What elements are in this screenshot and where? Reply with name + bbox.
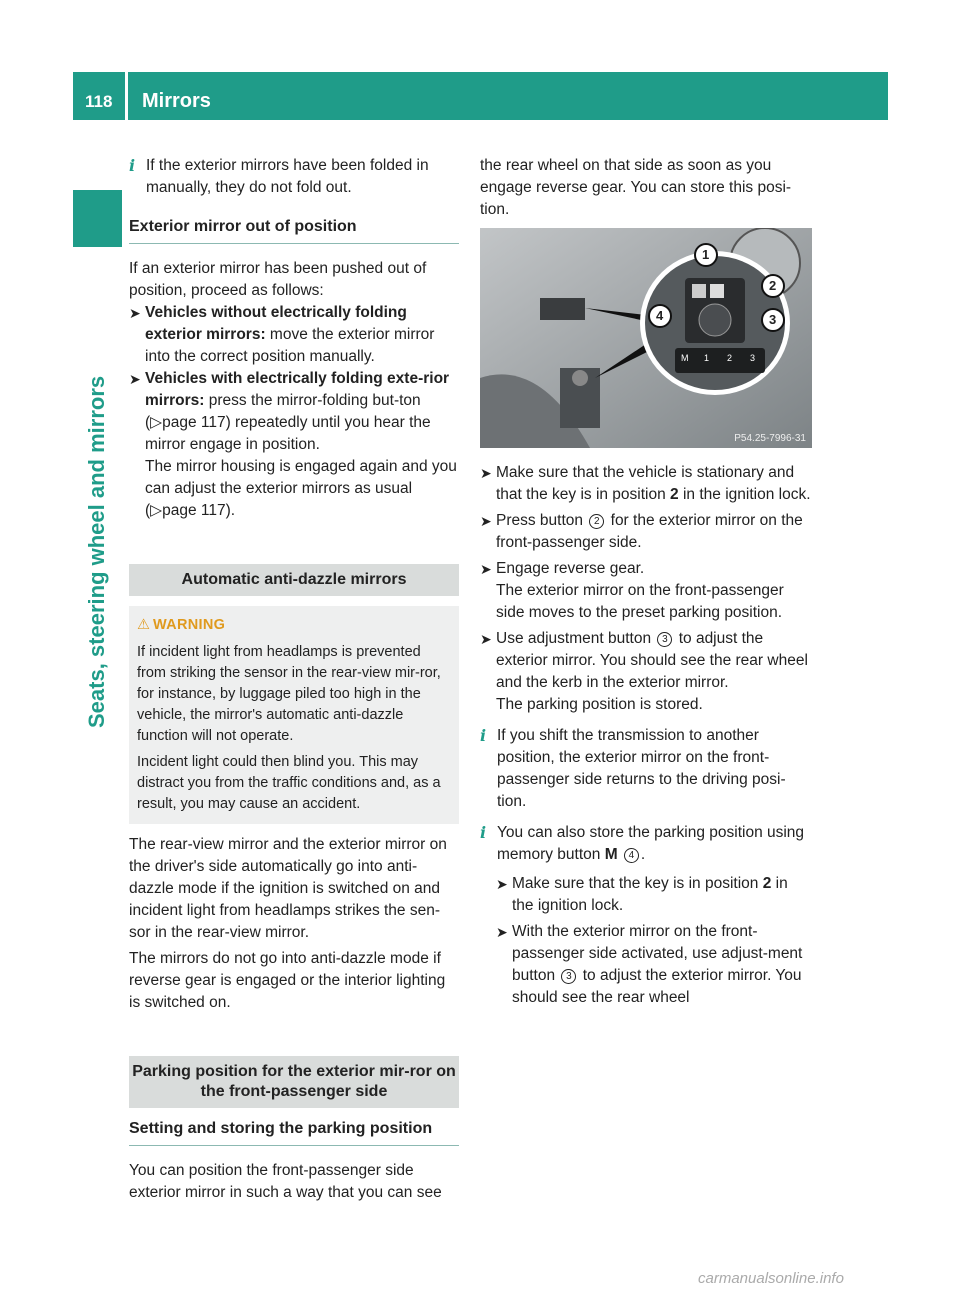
info-icon: i bbox=[480, 726, 487, 745]
section-heading-parking-position: Parking position for the exterior mir-ror on the front-passenger side bbox=[129, 1056, 459, 1108]
paragraph: If an exterior mirror has been pushed out of position, proceed as follows: bbox=[129, 260, 427, 299]
step-text: ) repeatedly until you hear the mirror engage in position. bbox=[145, 414, 431, 453]
step-arrow-icon: ➤ bbox=[129, 305, 141, 321]
step-text: move the exterior mirror into the correct position manually. bbox=[145, 326, 435, 365]
warning-label: WARNING bbox=[153, 617, 226, 633]
step-arrow-icon: ➤ bbox=[480, 631, 492, 647]
step-bold: Vehicles without electrically folding exterior mirrors: bbox=[145, 304, 407, 343]
chapter-label: Seats, steering wheel and mirrors bbox=[84, 375, 109, 728]
info-text: If the exterior mirrors have been folded in manually, they do not fold out. bbox=[146, 157, 429, 196]
info-note bbox=[129, 155, 459, 199]
paragraph: The mirrors do not go into anti-dazzle mode if reverse gear is engaged or the interior lighting is switched on. bbox=[129, 950, 446, 1011]
callout-4: 4 bbox=[656, 308, 664, 323]
memory-button-m: M bbox=[681, 353, 689, 363]
step-text: Press button bbox=[496, 512, 588, 529]
step-item bbox=[480, 462, 812, 506]
warning-text: If incident light from headlamps is prevented from striking the sensor in the rear-view mir-ror, for instance, by luggage piled too high in the vehicle, the mirror's automatic anti-dazzle function will not operate. bbox=[137, 644, 441, 744]
step-text: The parking position is stored. bbox=[496, 696, 703, 713]
subheading-setting-storing: Setting and storing the parking position bbox=[129, 1118, 459, 1146]
page-reference[interactable]: page 117 bbox=[162, 502, 226, 519]
memory-button-2: 2 bbox=[727, 353, 733, 363]
step-text: to adjust the exterior mirror. You should see the rear wheel bbox=[512, 967, 802, 1006]
subheading-exterior-mirror: Exterior mirror out of position bbox=[129, 216, 459, 244]
paragraph: the rear wheel on that side as soon as you engage reverse gear. You can store this posi-tion. bbox=[480, 157, 792, 218]
info-icon: i bbox=[480, 823, 487, 842]
step-arrow-icon: ➤ bbox=[480, 561, 492, 577]
memory-button-3: 3 bbox=[750, 353, 756, 363]
step-text: Make sure that the key is in position bbox=[512, 875, 763, 892]
watermark: carmanualsonline.info bbox=[698, 1270, 844, 1287]
step-text: Engage reverse gear. bbox=[496, 560, 645, 577]
info-text: If you shift the transmission to another position, the exterior mirror on the front-passenger side returns to the driving posi-tion. bbox=[497, 727, 786, 810]
info-bold: M bbox=[604, 846, 618, 863]
button-callout: 2 bbox=[589, 514, 604, 529]
paragraph: The rear-view mirror and the exterior mirror on the driver's side automatically go into anti-dazzle mode if the ignition is switched on and incident light from headlamps strikes the sen-sor in the rear-view mirror. bbox=[129, 836, 447, 941]
memory-button-1: 1 bbox=[704, 353, 710, 363]
step-text: The exterior mirror on the front-passenger side moves to the preset parking position. bbox=[496, 582, 784, 621]
page-ref-icon: ▷ bbox=[150, 502, 163, 519]
page-title: Mirrors bbox=[142, 90, 211, 112]
page-number: 118 bbox=[85, 92, 113, 111]
step-text: to adjust the exterior mirror. You should see the rear wheel and the kerb in the exterior mirror. bbox=[496, 630, 808, 691]
step-bold: Vehicles with electrically folding exte-rior mirrors: bbox=[145, 370, 450, 409]
mirror-control-figure bbox=[480, 228, 812, 448]
step-item bbox=[129, 302, 459, 368]
step-arrow-icon: ➤ bbox=[480, 513, 492, 529]
info-text: You can also store the parking position using memory button bbox=[497, 824, 805, 863]
step-item bbox=[480, 558, 812, 624]
sub-step-item bbox=[480, 873, 812, 917]
step-bold: 2 bbox=[670, 486, 679, 503]
step-arrow-icon: ➤ bbox=[496, 876, 508, 892]
step-text: Make sure that the vehicle is stationary and that the key is in position bbox=[496, 464, 795, 503]
chapter-tab bbox=[73, 190, 122, 247]
step-text: Use adjustment button bbox=[496, 630, 656, 647]
step-text: press the mirror-folding but-ton ( bbox=[145, 392, 421, 431]
info-icon: i bbox=[129, 156, 136, 175]
warning-box bbox=[129, 606, 459, 824]
button-callout: 4 bbox=[624, 848, 639, 863]
callout-2: 2 bbox=[769, 278, 777, 293]
step-arrow-icon: ➤ bbox=[496, 924, 508, 940]
right-column-steps bbox=[480, 462, 812, 1009]
figure-illustration bbox=[480, 228, 812, 448]
sub-step-item bbox=[480, 921, 812, 1009]
step-text: in the ignition lock. bbox=[678, 486, 811, 503]
step-text: in the ignition lock. bbox=[512, 875, 788, 914]
header-divider bbox=[125, 72, 128, 120]
figure-code: P54.25-7996-31 bbox=[734, 433, 806, 444]
page-ref-icon: ▷ bbox=[150, 414, 163, 431]
warning-title bbox=[137, 615, 451, 636]
button-callout: 3 bbox=[561, 969, 576, 984]
paragraph: You can position the front-passenger side exterior mirror in such a way that you can see bbox=[129, 1162, 442, 1201]
info-note bbox=[480, 822, 812, 866]
step-item bbox=[480, 510, 812, 554]
step-text: The mirror housing is engaged again and you can adjust the exterior mirrors as usual ( bbox=[145, 458, 457, 519]
step-bold: 2 bbox=[762, 875, 772, 892]
warning-triangle-icon: ⚠ bbox=[137, 617, 151, 633]
step-text: ). bbox=[225, 502, 236, 519]
button-callout: 3 bbox=[657, 632, 672, 647]
step-arrow-icon: ➤ bbox=[129, 371, 141, 387]
step-text: With the exterior mirror on the front-passenger side activated, use adjust-ment button bbox=[512, 923, 803, 984]
step-item bbox=[129, 368, 459, 522]
info-text: . bbox=[640, 846, 646, 863]
step-text: for the exterior mirror on the front-passenger side. bbox=[496, 512, 803, 551]
callout-3: 3 bbox=[769, 312, 777, 327]
step-item bbox=[480, 628, 812, 716]
section-heading-anti-dazzle: Automatic anti-dazzle mirrors bbox=[129, 564, 459, 596]
info-note bbox=[480, 725, 812, 813]
warning-text: Incident light could then blind you. This may distract you from the traffic conditions and, as a result, you may cause an accident. bbox=[137, 754, 441, 812]
page-reference[interactable]: page 117 bbox=[162, 414, 226, 431]
step-arrow-icon: ➤ bbox=[480, 465, 492, 481]
right-column bbox=[480, 155, 812, 221]
left-column bbox=[129, 155, 459, 1204]
callout-1: 1 bbox=[702, 247, 710, 262]
